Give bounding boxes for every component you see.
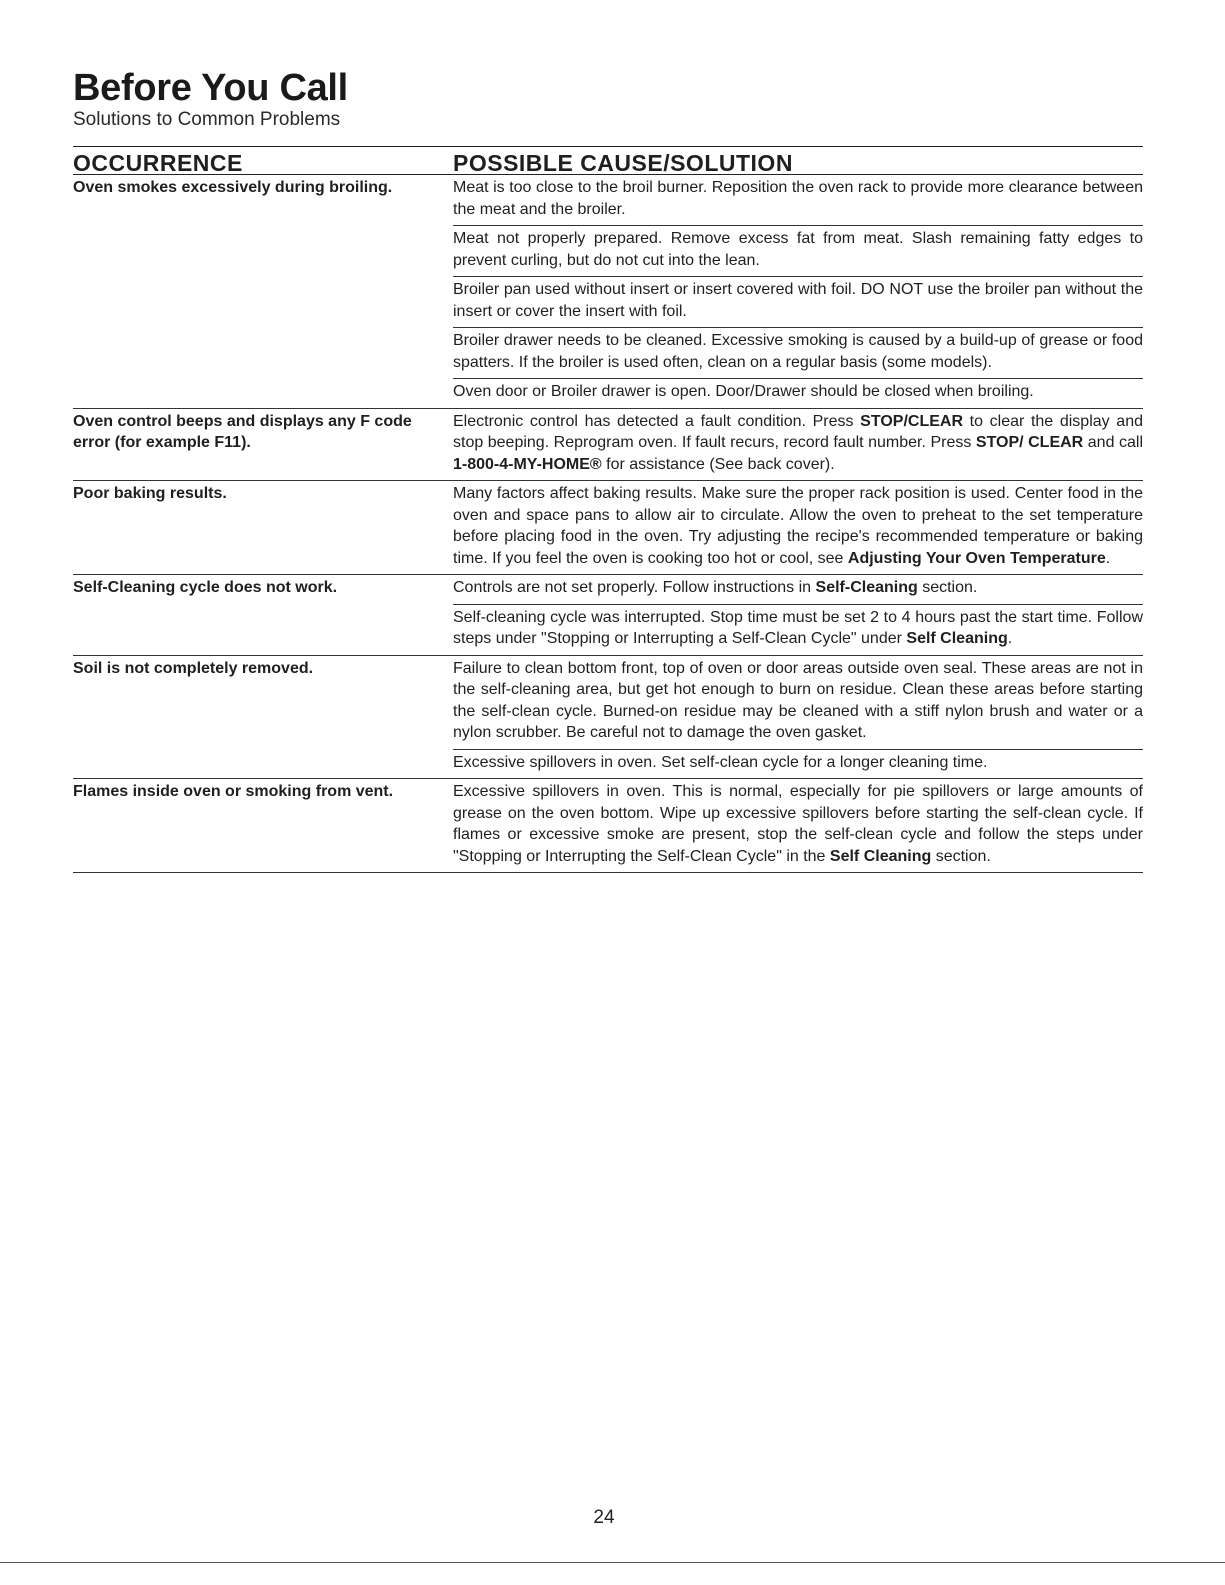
solution-text: Oven door or Broiler drawer is open. Door/Drawer should be closed when broiling. (453, 383, 1034, 400)
bottom-rule (0, 1562, 1225, 1563)
solution-text: Excessive spillovers in oven. This is normal, especially for pie spillovers or large amounts of grease on the oven bottom. Wipe up excessive spillovers before starting the self-clean cycle. If flames or excessive smoke are present, stop the self-clean cycle and follow the steps under "Stopping or Interrupting the Self-Clean Cycle" in the (453, 783, 1143, 865)
solution-text: Many factors affect baking results. Make sure the proper rack position is used. Center food in the oven and space pans to allow air to circulate. Allow the oven to preheat to the set temperature before placing food in the oven. Try adjusting the recipe's recommended temperature or baking time. If you feel the oven is cooking too hot or cool, see (453, 485, 1143, 567)
occurrence-cell: Self-Cleaning cycle does not work. (73, 579, 338, 596)
solution-text: for assistance (See back cover). (601, 455, 835, 473)
occurrence-column-header: OCCURRENCE (73, 150, 243, 176)
solution-item (453, 749, 1143, 779)
solution-text: . (1105, 549, 1111, 567)
occurrence-cell: Oven smokes excessively during broiling. (73, 179, 393, 196)
solution-item (453, 276, 1143, 327)
solution-text: Failure to clean bottom front, top of oven or door areas outside oven seal. These areas are not in the self-cleaning area, but get hot enough to burn on residue. Clean these areas before starting the self-clean cycle. Burned-on residue may be cleaned with a stiff nylon brush and water or a nylon scrubber. Be careful not to damage the oven gasket. (453, 659, 1143, 741)
table-row (73, 175, 1143, 409)
solution-list (453, 575, 1143, 655)
occurrence-cell: Oven control beeps and displays any F code error (for example F11). (73, 412, 412, 451)
table-row (73, 656, 1143, 780)
table-body (73, 175, 1143, 873)
solution-item (453, 378, 1143, 408)
solution-text: Self-cleaning cycle was interrupted. Stop time must be set 2 to 4 hours past the start time. Follow steps under "Stopping or Interrupting a Self-Clean Cycle" under (453, 608, 1143, 647)
solution-list (453, 656, 1143, 779)
occurrence-cell: Flames inside oven or smoking from vent. (73, 783, 394, 800)
solution-list (453, 175, 1143, 408)
solution-text: Broiler pan used without insert or insert covered with foil. DO NOT use the broiler pan without the insert or cover the insert with foil. (453, 281, 1143, 320)
page-title: Before You Call (73, 67, 348, 109)
solution-text: . (1007, 630, 1013, 647)
solution-emphasis: 1-800-4-MY-HOME® (453, 455, 602, 473)
table-row (73, 575, 1143, 656)
table-row (73, 779, 1143, 873)
solution-text: Electronic control has detected a fault condition. Press (453, 412, 861, 430)
solution-text: and call (1083, 434, 1143, 451)
occurrence-cell: Soil is not completely removed. (73, 659, 314, 677)
table-row (73, 409, 1143, 482)
solution-item (453, 779, 1143, 872)
occurrence-cell: Poor baking results. (73, 485, 227, 502)
solution-text: Broiler drawer needs to be cleaned. Excessive smoking is caused by a build-up of grease or food spatters. If the broiler is used often, clean on a regular basis (some models). (453, 332, 1143, 371)
solution-emphasis: STOP/ CLEAR (975, 434, 1084, 451)
solution-item (453, 327, 1143, 378)
table-header-row (73, 147, 1143, 175)
solution-emphasis: Self Cleaning (829, 847, 932, 865)
solution-list (453, 409, 1143, 481)
troubleshooting-table (73, 146, 1143, 873)
solution-text: Excessive spillovers in oven. Set self-clean cycle for a longer cleaning time. (453, 753, 988, 771)
solution-text: Meat is too close to the broil burner. Reposition the oven rack to provide more clearance between the meat and the broiler. (453, 179, 1143, 218)
solution-text: Controls are not set properly. Follow instructions in (453, 579, 816, 596)
solution-list (453, 481, 1143, 574)
page-subtitle: Solutions to Common Problems (73, 109, 341, 130)
solution-emphasis: Self Cleaning (906, 630, 1008, 647)
solution-item (453, 225, 1143, 276)
solution-text: Meat not properly prepared. Remove excess fat from meat. Slash remaining fatty edges to prevent curling, but do not cut into the lean. (453, 230, 1143, 269)
solution-item (453, 481, 1143, 574)
solution-item (453, 575, 1143, 604)
solution-list (453, 779, 1143, 872)
solution-text: to clear the display and stop beeping. Reprogram oven. If fault recurs, record fault number. Press (453, 412, 1144, 451)
solution-item (453, 409, 1143, 481)
solution-text: section. (931, 847, 991, 865)
solution-item (453, 656, 1143, 749)
solution-emphasis: Adjusting Your Oven Temperature (847, 549, 1106, 567)
solution-emphasis: Self-Cleaning (815, 579, 918, 596)
solution-item (453, 604, 1143, 655)
solution-text: section. (917, 579, 978, 596)
solution-item (453, 175, 1143, 225)
solution-column-header: POSSIBLE CAUSE/SOLUTION (453, 150, 793, 176)
solution-emphasis: STOP/CLEAR (860, 412, 963, 430)
table-row (73, 481, 1143, 575)
page-number: 24 (593, 1507, 615, 1528)
